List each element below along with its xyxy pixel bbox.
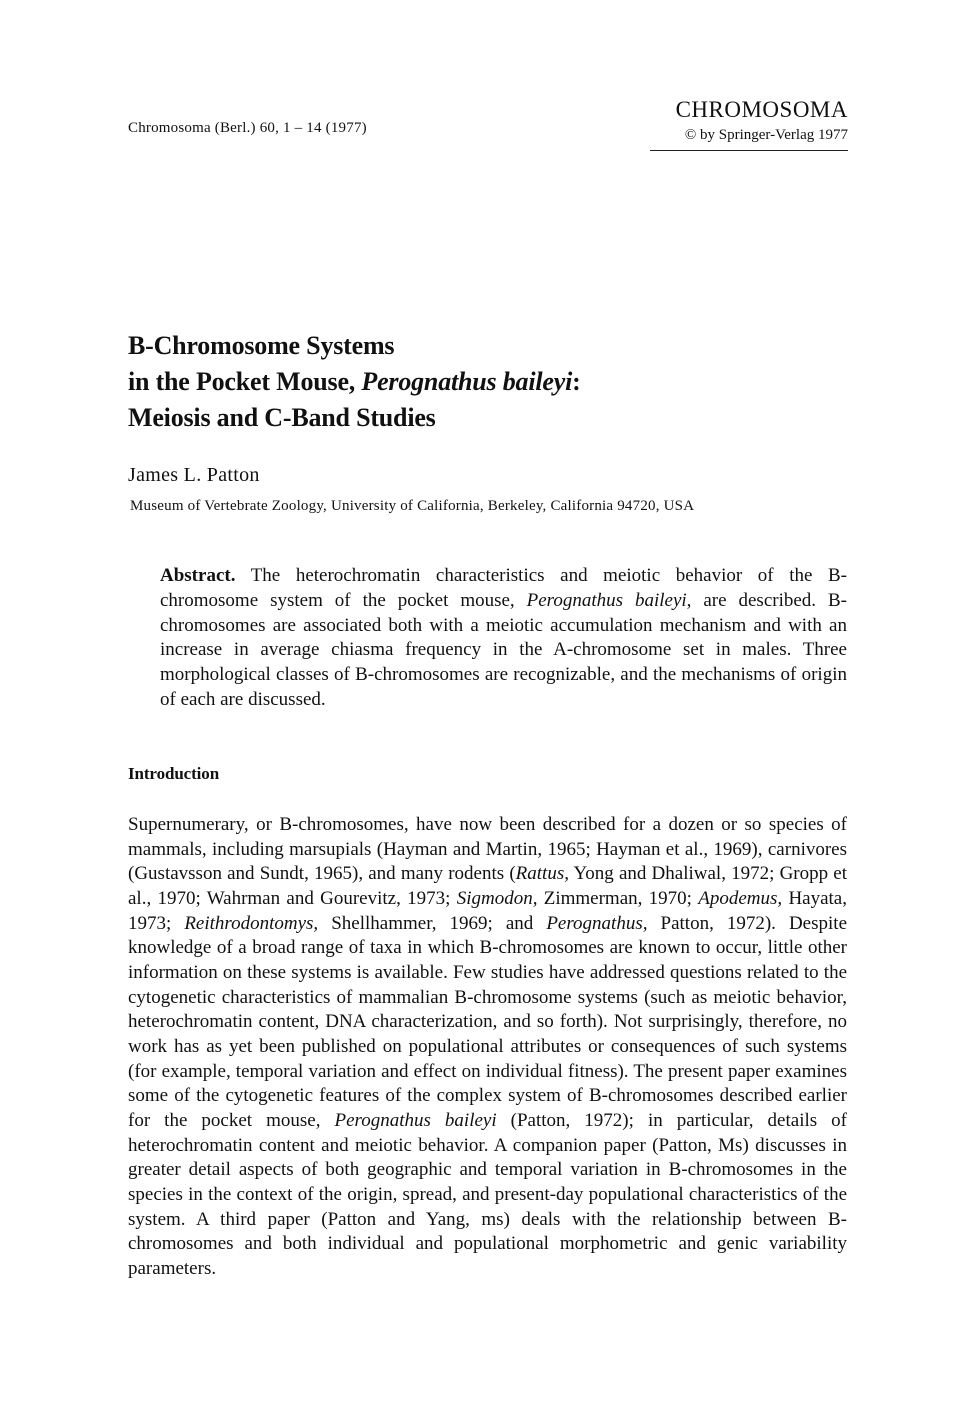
journal-citation: Chromosoma (Berl.) 60, 1 – 14 (1977) <box>128 120 367 136</box>
intro-text-5: Shellhammer, 1969; and <box>318 912 547 934</box>
title-line-2-prefix: in the Pocket Mouse, <box>128 367 362 396</box>
abstract-species-name: Perognathus baileyi <box>526 589 687 611</box>
journal-name: CHROMOSOMA <box>675 97 848 122</box>
intro-genus-apodemus: Apodemus, <box>698 887 783 909</box>
intro-text-7: (Patton, 1972); in particular, details of heterochromatin content and meiotic behavior. A companion paper (Patton, Ms) discusses in greater detail aspects of both geographic and temporal variation in B-chromosomes in the species in the context of the origin, spread, and present-day populational characteristics of the system. A third paper (Patton and Yang, ms) deals with the relationship between B-chromosomes and both individual and populational morphometric and genic variability parameters. <box>128 1109 848 1279</box>
author-affiliation: Museum of Vertebrate Zoology, University of California, Berkeley, California 94720, USA <box>130 498 695 514</box>
abstract-text-part-1: The heterochromatin characteristics and meiotic behavior of the B-chromosome system of the pocket mouse, <box>160 565 847 611</box>
title-species-name: Perognathus baileyi <box>361 367 573 396</box>
intro-genus-rattus: Rattus, <box>515 863 569 885</box>
abstract-label: Abstract. <box>160 565 236 586</box>
author-name: James L. Patton <box>128 464 260 486</box>
intro-text-3: Zimmerman, 1970; <box>537 887 699 909</box>
section-heading-introduction: Introduction <box>128 764 220 783</box>
intro-species-perognathus-baileyi: Perognathus baileyi <box>334 1109 497 1131</box>
title-line-1: B-Chromosome Systems <box>128 331 395 360</box>
title-line-2-suffix: : <box>572 367 581 396</box>
intro-text-4: Hayata, 1973; <box>128 887 847 934</box>
intro-genus-perognathus: Perognathus, <box>546 912 648 934</box>
introduction-paragraph <box>128 813 847 1281</box>
title-line-3: Meiosis and C-Band Studies <box>128 403 436 432</box>
intro-text-2: Yong and Dhaliwal, 1972; Gropp et al., 1970; Wahrman and Gourevitz, 1973; <box>128 863 847 909</box>
masthead-rule <box>650 150 848 151</box>
intro-text-1: Supernumerary, or B-chromosomes, have now been described for a dozen or so species of mammals, including marsupials (Hayman and Martin, 1965; Hayman et al., 1969), carnivores (Gustavsson and Sundt, 1965), and many rodents ( <box>128 814 847 885</box>
article-title <box>128 328 581 436</box>
intro-genus-sigmodon: Sigmodon, <box>456 887 538 909</box>
journal-masthead <box>650 96 848 151</box>
abstract-text-part-2: , are described. B-chromosomes are associated both with a meiotic accumulation mechanism and with an increase in average chiasma frequency in the A-chromosome set in males. Three morphological classes of B-chromosomes are recognizable, and the mechanisms of origin of each are discussed. <box>160 589 847 710</box>
intro-text-6: Patton, 1972). Despite knowledge of a broad range of taxa in which B-chromosomes are known to occur, little other information on these systems is available. Few studies have addressed questions related to the cytogenetic characteristics of mammalian B-chromosome systems (such as meiotic behavior, heterochromatin content, DNA characterization, and so forth). Not surprisingly, therefore, no work has as yet been published on populational attributes or consequences of such systems (for example, temporal variation and effect on individual fitness). The present paper examines some of the cytogenetic features of the complex system of B-chromosomes described earlier for the pocket mouse, <box>128 912 847 1131</box>
abstract <box>160 564 847 713</box>
intro-genus-reithrodontomys: Reithrodontomys, <box>184 912 319 934</box>
copyright-notice: © by Springer-Verlag 1977 <box>684 127 848 143</box>
